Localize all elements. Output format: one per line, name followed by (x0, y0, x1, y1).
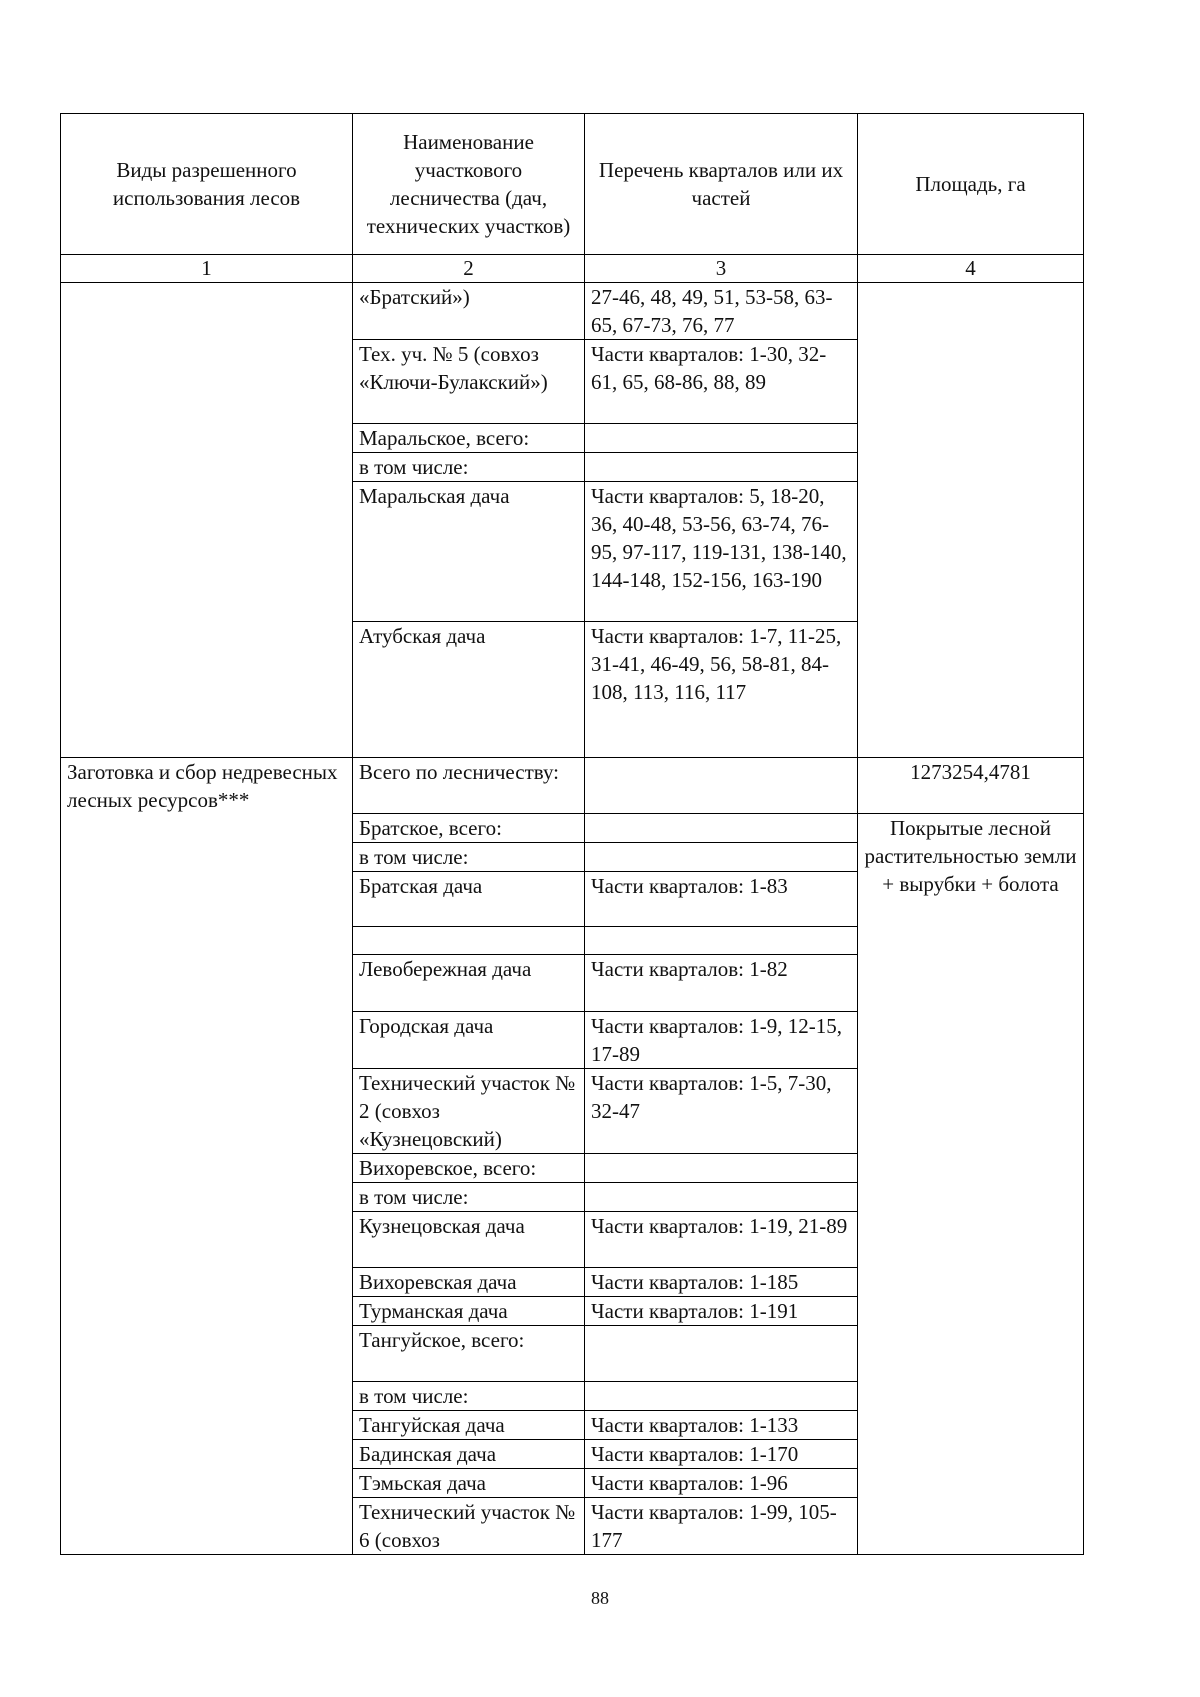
area-cell (858, 283, 1084, 758)
quarters-cell: Части кварталов: 1-9, 12-15, 17-89 (585, 1012, 858, 1069)
forestry-name-cell: в том числе: (353, 1183, 585, 1212)
forestry-name-cell: Маральская дача (353, 482, 585, 622)
use-type-cell (61, 283, 353, 758)
header-quarters: Перечень кварталов или их частей (585, 114, 858, 255)
forestry-name-cell: в том числе: (353, 1382, 585, 1411)
forestry-name-cell: Левобережная дача (353, 955, 585, 1012)
quarters-cell (585, 1326, 858, 1382)
quarters-cell: Части кварталов: 1-170 (585, 1440, 858, 1469)
quarters-cell (585, 1183, 858, 1212)
forestry-name-cell: Всего по лесничеству: (353, 758, 585, 814)
forestry-name-cell: Тэмьская дача (353, 1469, 585, 1498)
column-number-4: 4 (858, 255, 1084, 283)
quarters-cell (585, 843, 858, 872)
page-number: 88 (591, 1588, 609, 1608)
forestry-name-cell: Вихоревская дача (353, 1268, 585, 1297)
header-forestry-name: Наименование участкового лесничества (дач, технических участков) (353, 114, 585, 255)
quarters-cell (585, 814, 858, 843)
quarters-cell: Части кварталов: 1-82 (585, 955, 858, 1012)
quarters-cell: Части кварталов: 1-96 (585, 1469, 858, 1498)
quarters-cell (585, 453, 858, 482)
use-type-cell: Заготовка и сбор недревесных лесных ресурсов*** (61, 758, 353, 1555)
quarters-cell: Части кварталов: 5, 18-20, 36, 40-48, 53-56, 63-74, 76-95, 97-117, 119-131, 138-140, 144-148, 152-156, 163-190 (585, 482, 858, 622)
quarters-cell (585, 1382, 858, 1411)
quarters-cell (585, 424, 858, 453)
quarters-cell: Части кварталов: 1-7, 11-25, 31-41, 46-49, 56, 58-81, 84-108, 113, 116, 117 (585, 622, 858, 758)
quarters-cell: Части кварталов: 1-5, 7-30, 32-47 (585, 1069, 858, 1154)
column-number-1: 1 (61, 255, 353, 283)
quarters-cell: Части кварталов: 1-133 (585, 1411, 858, 1440)
forestry-name-cell (353, 927, 585, 955)
forestry-name-cell: Маральское, всего: (353, 424, 585, 453)
area-value-cell: 1273254,4781 (858, 758, 1084, 814)
table-header-row (61, 114, 1084, 255)
forest-use-table (60, 113, 1084, 1555)
forestry-name-cell: Братская дача (353, 872, 585, 927)
header-area: Площадь, га (858, 114, 1084, 255)
forestry-name-cell: Кузнецовская дача (353, 1212, 585, 1268)
quarters-cell (585, 758, 858, 814)
forestry-name-cell: Технический участок № 6 (совхоз (353, 1498, 585, 1555)
forestry-name-cell: в том числе: (353, 843, 585, 872)
quarters-cell: Части кварталов: 1-83 (585, 872, 858, 927)
forestry-name-cell: «Братский») (353, 283, 585, 340)
quarters-cell: Части кварталов: 1-191 (585, 1297, 858, 1326)
quarters-cell: Части кварталов: 1-19, 21-89 (585, 1212, 858, 1268)
quarters-cell: Части кварталов: 1-30, 32-61, 65, 68-86, 88, 89 (585, 340, 858, 424)
quarters-cell (585, 927, 858, 955)
table-row (61, 758, 1084, 814)
column-number-2: 2 (353, 255, 585, 283)
forestry-name-cell: Тех. уч. № 5 (совхоз «Ключи-Булакский») (353, 340, 585, 424)
quarters-cell (585, 1154, 858, 1183)
header-use-types: Виды разрешенного использования лесов (61, 114, 353, 255)
area-note-cell: Покрытые лесной растительностью земли + вырубки + болота (858, 814, 1084, 1555)
table-column-numbers-row (61, 255, 1084, 283)
column-number-3: 3 (585, 255, 858, 283)
forestry-name-cell: Технический участок № 2 (совхоз «Кузнецовский) (353, 1069, 585, 1154)
forestry-name-cell: Тангуйское, всего: (353, 1326, 585, 1382)
forestry-name-cell: Тангуйская дача (353, 1411, 585, 1440)
forestry-name-cell: Атубская дача (353, 622, 585, 758)
forestry-name-cell: в том числе: (353, 453, 585, 482)
quarters-cell: 27-46, 48, 49, 51, 53-58, 63-65, 67-73, 76, 77 (585, 283, 858, 340)
forestry-name-cell: Бадинская дача (353, 1440, 585, 1469)
forestry-name-cell: Турманская дача (353, 1297, 585, 1326)
forestry-name-cell: Городская дача (353, 1012, 585, 1069)
table-row (61, 283, 1084, 340)
forestry-name-cell: Братское, всего: (353, 814, 585, 843)
forestry-name-cell: Вихоревское, всего: (353, 1154, 585, 1183)
quarters-cell: Части кварталов: 1-185 (585, 1268, 858, 1297)
quarters-cell: Части кварталов: 1-99, 105-177 (585, 1498, 858, 1555)
